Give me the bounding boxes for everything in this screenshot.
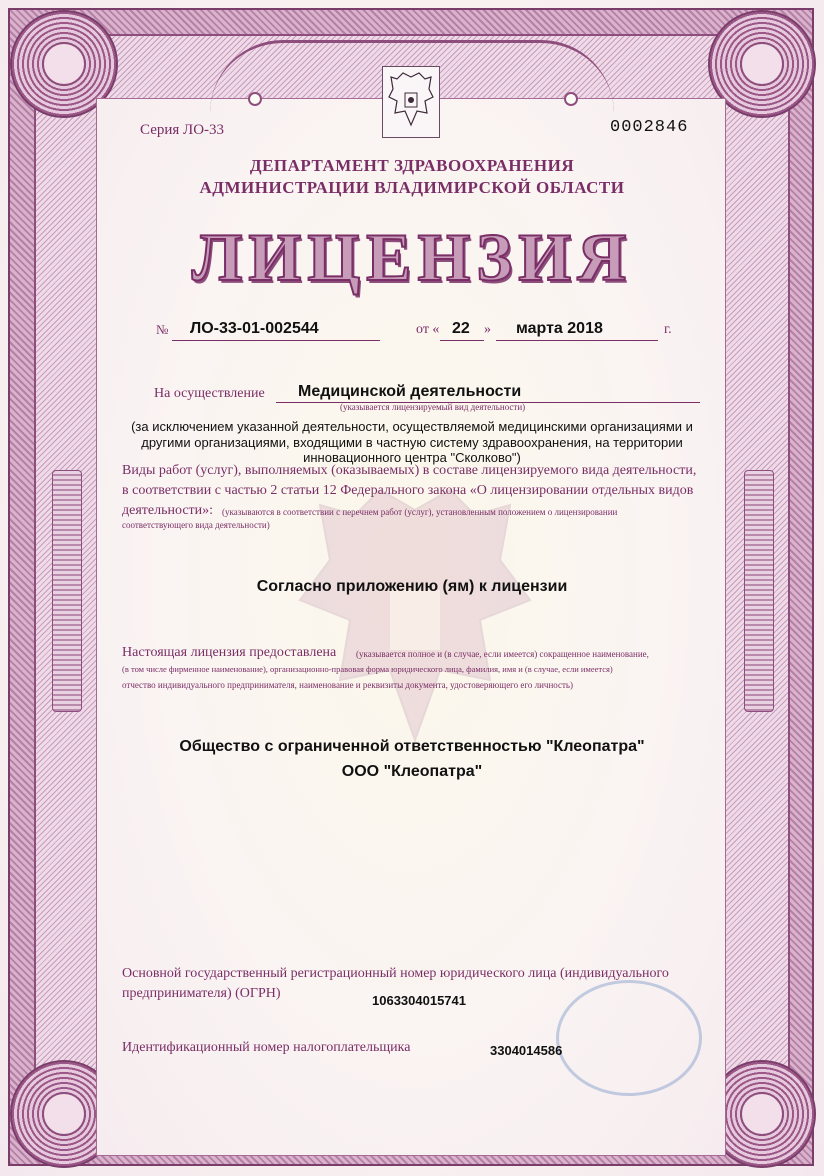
- seal-stamp: [556, 980, 702, 1096]
- issuer-line-2: АДМИНИСТРАЦИИ ВЛАДИМИРСКОЙ ОБЛАСТИ: [199, 178, 625, 197]
- works-line-3: деятельности»:: [122, 503, 214, 518]
- works-value: Согласно приложению (ям) к лицензии: [256, 578, 568, 595]
- licensee-full-name: Общество с ограниченной ответственностью "Клеопатра": [179, 738, 645, 755]
- licensee-short-name: ООО "Клеопатра": [341, 763, 483, 780]
- blank-number: 0002846: [610, 118, 689, 137]
- licensee-hint-3: отчество индивидуального предпринимателя, наименование и реквизиты документа, удостоверяющего его личность): [122, 680, 574, 690]
- inn-label: Идентификационный номер налогоплательщика: [122, 1040, 411, 1055]
- activity-hint: (указывается лицензируемый вид деятельности): [340, 402, 526, 412]
- number-prefix: №: [156, 322, 169, 337]
- ogrn-value: 1063304015741: [372, 993, 466, 1008]
- license-number: ЛО-33-01-002544: [190, 320, 319, 337]
- year-suffix: г.: [664, 322, 672, 337]
- licensee-hint-1: (указывается полное и (в случае, если имеется) сокращенное наименование,: [356, 649, 649, 659]
- licensee-hint-2: (в том числе фирменное наименование), организационно-правовая форма юридического лица, фамилия, имя и (в случае, если имеется): [122, 664, 613, 674]
- license-day: 22: [452, 320, 470, 337]
- activity-value: Медицинской деятельности: [298, 383, 522, 400]
- ogrn-label-line-2: предпринимателя) (ОГРН): [122, 986, 281, 1001]
- exclusion-line-3: инновационного центра "Сколково"): [303, 450, 521, 465]
- month-underline: [496, 340, 658, 341]
- date-from-label: от «: [416, 322, 440, 337]
- licensee-intro: Настоящая лицензия предоставлена: [122, 645, 337, 660]
- date-close-quote: »: [484, 322, 491, 337]
- series-label: Серия ЛО-33: [140, 122, 225, 138]
- inn-value: 3304014586: [490, 1043, 563, 1058]
- arch-dot-right: [564, 92, 578, 106]
- day-underline: [440, 340, 484, 341]
- number-underline: [172, 340, 380, 341]
- exclusion-line-1: (за исключением указанной деятельности, осуществляемой медицинскими организациями и: [131, 419, 693, 434]
- issuer-line-1: ДЕПАРТАМЕНТ ЗДРАВООХРАНЕНИЯ: [249, 156, 575, 175]
- works-line-1: Виды работ (услуг), выполняемых (оказываемых) в составе лицензируемого вида деятельности,: [122, 463, 697, 478]
- document-title: ЛИЦЕНЗИЯ: [191, 219, 633, 295]
- works-line-2: в соответствии с частью 2 статьи 12 Федерального закона «О лицензировании отдельных видов: [122, 483, 694, 498]
- works-hint-1: (указываются в соответствии с перечнем работ (услуг), установленным положением о лицензировании: [222, 507, 618, 517]
- exclusion-line-2: другими организациями, входящими в частную систему здравоохранения, на территории: [141, 435, 683, 450]
- arch-dot-left: [248, 92, 262, 106]
- activity-label: На осуществление: [154, 386, 265, 401]
- coat-of-arms-emblem: [382, 66, 440, 138]
- license-month-year: марта 2018: [516, 320, 603, 337]
- ogrn-label-line-1: Основной государственный регистрационный номер юридического лица (индивидуального: [122, 966, 669, 981]
- works-hint-2: соответствующего вида деятельности): [122, 520, 270, 530]
